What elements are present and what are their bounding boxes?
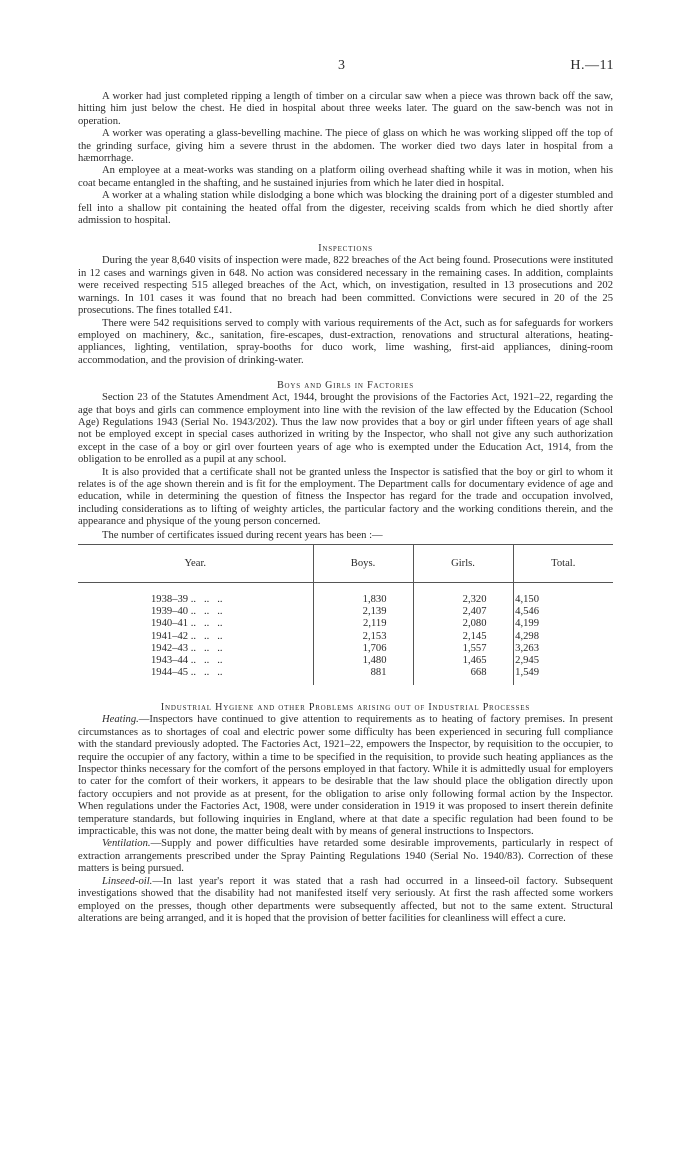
accident-paragraph: A worker at a whaling station while dislodging a bone which was blocking the draining port of a digester stumbled and fell into a shallow pit containing the heated offal from the digester, receiving scalds from which he died shortly after admission to hospital. xyxy=(78,190,613,227)
accident-paragraph: A worker was operating a glass-bevelling machine. The piece of glass on which he was working slipped off the top of the grinding surface, giving him a severe thrust in the abdomen. The worker died two days later in hospital from a hæmorrhage. xyxy=(78,128,613,165)
inspections-paragraph: There were 542 requisitions served to comply with various requirements of the Act, such as for safeguards for workers employed on machinery, &c., sanitation, fire-escapes, dust-extraction, renovations and structural alterations, heating-appliances, lighting, ventilation, spray-booths for duco work, lime washing, first-aid appliances, dining-room accommodation, and the provision of drinking-water. xyxy=(78,317,613,366)
total-cell: 1,549 xyxy=(513,667,613,685)
boys-girls-paragraph: Section 23 of the Statutes Amendment Act, 1944, brought the provisions of the Factories Act, 1921–22, regarding the age that boys and girls can commence employment into line with the revision of the law effected by the Education (School Age) Regulations 1943 (Serial No. 1943/202). Thus the law now provides that a boy or girl under fifteen years of age shall not be employed except in special cases authorized in writing by the Inspector, who shall not give any such authorization except in the case of a boy or girl over fourteen years of age who is exempted under the Education Act, 1914, from the obligation to be enrolled as a pupil at any school. xyxy=(78,392,613,466)
heating-paragraph xyxy=(78,714,613,838)
table-row xyxy=(78,643,613,655)
boys-cell: 1,706 xyxy=(313,643,413,655)
ventilation-paragraph xyxy=(78,838,613,875)
boys-girls-paragraph: It is also provided that a certificate shall not be granted unless the Inspector is satisfied that the boy or girl to whom it relates is of the age shown therein and is fit for the employment. The Department calls for documentary evidence of age and education, while in determining the question of fitness the Inspector has regard for the trade and occupation involved, including considerations as to lifting of weighty articles, the particular factory and the working conditions therein, and the appearance and physique of the young person concerned. xyxy=(78,466,613,528)
boys-girls-heading: Boys and Girls in Factories xyxy=(277,380,414,392)
year-cell: 1943–44 .. .. .. xyxy=(151,655,223,667)
text-column xyxy=(78,91,613,925)
header-year: Year. xyxy=(78,545,313,583)
header-total: Total. xyxy=(513,545,613,583)
header-boys: Boys. xyxy=(313,545,413,583)
year-cell: 1938–39 .. .. .. xyxy=(151,594,223,605)
inspections-heading: Inspections xyxy=(318,243,373,255)
total-cell: 4,546 xyxy=(513,606,613,618)
table-row xyxy=(78,583,613,607)
table-row xyxy=(78,631,613,643)
table-row xyxy=(78,606,613,618)
accident-paragraph: An employee at a meat-works was standing on a platform oiling overhead shafting while it was in motion, when his coat became entangled in the shafting, and he sustained injuries from which he later died in hospital. xyxy=(78,165,613,189)
page-number: 3 xyxy=(338,58,345,73)
certificates-table xyxy=(78,544,613,685)
year-cell: 1941–42 .. .. .. xyxy=(151,630,223,642)
boys-cell: 1,830 xyxy=(313,583,413,607)
linseed-text: —In last year's report it was stated that a rash had occurred in a linseed-oil factory. Subsequent investigations showed that the disability had not manifested itself very seriously. At first the rash affected some workers employed on the presses, though other departments were subsequently affected, but not to the same extent. Structural alterations are being arranged, and it is hoped that the provision of better facilities for cleanliness will effect a cure. xyxy=(78,875,613,924)
inspections-paragraph: During the year 8,640 visits of inspection were made, 822 breaches of the Act being found. Prosecutions were instituted in 12 cases and warnings given in 648. No action was considered necessary in the remaining cases. In addition, complaints were received respecting 515 alleged breaches of the Act, which, on investigation, resulted in 13 prosecutions and 202 warnings. In 101 cases it was found that no breach had been committed. Convictions were secured in 20 of the 25 prosecutions. The fines totalled £41. xyxy=(78,255,613,317)
total-cell: 4,150 xyxy=(513,583,613,607)
girls-cell: 2,080 xyxy=(413,618,513,630)
total-cell: 2,945 xyxy=(513,655,613,667)
boys-cell: 2,119 xyxy=(313,618,413,630)
year-cell: 1944–45 .. .. .. xyxy=(151,667,223,679)
ventilation-label: Ventilation. xyxy=(102,838,151,850)
hygiene-heading: Industrial Hygiene and other Problems arising out of Industrial Processes xyxy=(160,702,531,714)
girls-cell: 668 xyxy=(413,667,513,685)
linseed-paragraph xyxy=(78,876,613,926)
year-cell: 1939–40 .. .. .. xyxy=(151,606,223,618)
heating-label: Heating. xyxy=(102,714,139,726)
year-cell: 1942–43 .. .. .. xyxy=(151,642,223,654)
girls-cell: 1,557 xyxy=(413,643,513,655)
accident-paragraph: A worker had just completed ripping a length of timber on a circular saw when a piece was thrown back off the saw, hitting him just below the chest. He died in hospital about three weeks later. The guard on the saw-bench was not in operation. xyxy=(78,91,613,127)
accident-reports xyxy=(78,91,613,227)
boys-cell: 881 xyxy=(313,667,413,685)
boys-girls-section xyxy=(78,379,613,685)
page-header xyxy=(0,58,700,78)
inspections-section xyxy=(78,242,613,367)
table-row xyxy=(78,618,613,630)
girls-cell: 2,320 xyxy=(413,583,513,607)
table-intro: The number of certificates issued during recent years has been :— xyxy=(102,529,383,541)
linseed-label: Linseed-oil. xyxy=(102,875,153,887)
table-row xyxy=(78,655,613,667)
ventilation-text: —Supply and power difficulties have retarded some desirable improvements, particularly in respect of extraction arrangements prescribed under the Spray Painting Regulations 1940 (Serial No. 1940/83). Correction of these matters is being pursued. xyxy=(78,838,613,875)
total-cell: 4,199 xyxy=(513,618,613,630)
total-cell: 3,263 xyxy=(513,643,613,655)
heating-text: —Inspectors have continued to give attention to requirements as to heating of factory premises. In present circumstances as to shortages of coal and electric power some difficulty has been experienced in securing full compliance with the standard previously adopted. The Factories Act, 1921–22, empowers the Inspector, by requisition to the occupier, to require the occupier of any factory, within a time to be specified in the requisition, to provide such heating appliances as the Inspector thinks necessary for the comfort of the persons employed in that factory. While it is admittedly usual for employers to cater for the comfort of their workers, it appears to be desirable that the law should place the obligation directly upon factory occupiers and not provide as at present, for the obligation to arise only following formal action by the Inspector. When regulations under the Factories Act, 1908, were under consideration in 1919 it was proposed to insert therein definite temperature standards, but following inquiries in England, where at that date a specific regulation had been found to be impracticable, this was not done, the matter being dealt with by means of general instructions to Inspectors. xyxy=(78,714,613,838)
girls-cell: 2,145 xyxy=(413,631,513,643)
year-cell: 1940–41 .. .. .. xyxy=(151,618,223,630)
header-girls: Girls. xyxy=(413,545,513,583)
table-header-row xyxy=(78,545,613,583)
hygiene-section xyxy=(78,701,613,925)
boys-cell: 2,153 xyxy=(313,631,413,643)
girls-cell: 2,407 xyxy=(413,606,513,618)
boys-cell: 2,139 xyxy=(313,606,413,618)
table-row xyxy=(78,667,613,685)
total-cell: 4,298 xyxy=(513,631,613,643)
document-reference: H.—11 xyxy=(570,58,614,73)
girls-cell: 1,465 xyxy=(413,655,513,667)
boys-cell: 1,480 xyxy=(313,655,413,667)
